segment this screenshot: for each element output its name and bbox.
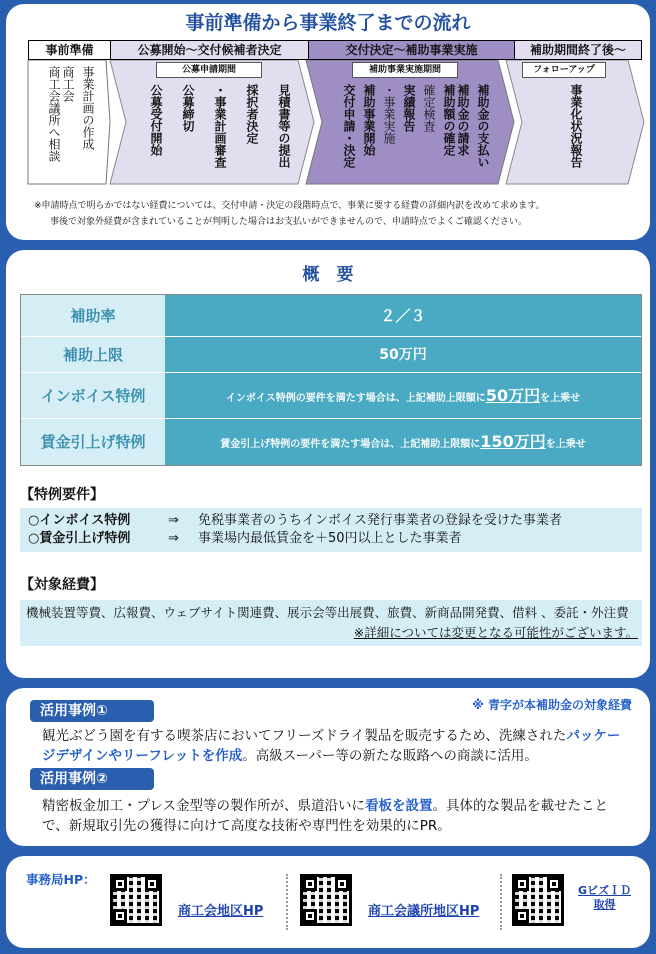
requirement-wage: ○賃金引上げ特例 ⇒ 事業場内最低賃金を＋50円以上とした事業者 [28, 531, 462, 546]
flow-header-row [28, 40, 642, 60]
qr-code-shokokaigisho [300, 874, 352, 926]
period-label-follow: フォローアップ [522, 62, 606, 78]
example-highlight-2: 看板を設置 [365, 798, 433, 814]
flow-note-2: 事後で対象外経費が含まれていることが判明した場合はお支払いができませんので、申請時点でよくご確認ください。 [50, 217, 527, 227]
row-label-limit: 補助上限 [21, 337, 165, 372]
footer-divider-1 [286, 874, 288, 930]
flow-header-prep: 事前準備 [29, 41, 111, 59]
table-row [21, 337, 641, 373]
expenses-text: 機械装置等費、広報費、ウェブサイト関連費、展示会等出展費、旅費、新商品開発費、借料 、委託・外注費 [26, 605, 629, 620]
examples-note: ※ 青字が本補助金の対象経費 [472, 698, 632, 712]
row-label-wage: 賃金引上げ特例 [21, 419, 165, 465]
period-label-jisshi: 補助事業実施期間 [352, 62, 458, 78]
example-highlight-1: パッケージデザインやリーフレットを作成 [42, 728, 621, 764]
step-jisshi-6: 補助事業開始 [362, 84, 376, 156]
period-label-koubo: 公募申請期間 [156, 62, 262, 78]
qr-code-gbizid [512, 874, 564, 926]
row-value-rate: ２／３ [165, 295, 641, 336]
examples-card [6, 688, 650, 846]
requirements-box [20, 508, 642, 552]
step-jisshi-2: 補助金の請求 補助額の確定 [442, 84, 470, 156]
flow-header-jisshi: 交付決定～補助事業実施 [309, 41, 515, 59]
step-follow-1: 事業化状況報告 [569, 84, 583, 168]
link-shokokaigisho-hp[interactable]: 商工会議所地区HP [368, 904, 480, 919]
expenses-box [20, 600, 642, 646]
step-koubo-3: ・事業計画審査 [213, 84, 227, 168]
step-jisshi-1: 補助金の支払い [476, 84, 490, 168]
flow-card [6, 4, 650, 240]
flow-steps-follow [526, 84, 626, 184]
flow-steps-koubo [132, 84, 308, 184]
flow-header-follow: 補助期間終了後～ [515, 41, 641, 59]
overview-title: 概 要 [302, 265, 354, 285]
step-jisshi-3: 確定検査 [422, 84, 436, 132]
example-tag-1: 活用事例① [30, 700, 154, 722]
step-prep-1: 事業計画の作成 [81, 66, 95, 150]
requirement-invoice: ○インボイス特例 ⇒ 免税事業者のうちインボイス発行事業者の登録を受けた事業者 [28, 513, 562, 528]
example-text-2: 精密板金加工・プレス金型等の製作所が、県道沿いに看板を設置。具体的な製品を載せたことで、新規取引先の獲得に向けて高度な技術や専門性を効果的にPR。 [42, 798, 609, 834]
qr-code-shokokai [110, 874, 162, 926]
row-value-invoice: インボイス特例の要件を満たす場合は、上記補助上限額に50万円を上乗せ [165, 373, 641, 418]
row-label-rate: 補助率 [21, 295, 165, 336]
step-jisshi-7: 交付申請・決定 [342, 84, 356, 168]
footer-divider-2 [500, 874, 502, 930]
link-shokokai-hp[interactable]: 商工会地区HP [178, 904, 264, 919]
step-koubo-4: 公募締切 [181, 84, 195, 132]
step-prep-2: 商工会 商工会議所へ相談 [47, 66, 75, 162]
step-koubo-1: 見積書等の提出 [277, 84, 291, 168]
overview-table [20, 294, 642, 466]
step-jisshi-4: 実績報告 [402, 84, 416, 132]
table-row [21, 295, 641, 337]
flow-title: 事前準備から事業終了までの流れ [185, 12, 471, 34]
step-koubo-2: 採択者決定 [245, 84, 259, 144]
step-koubo-5: 公募受付開始 [149, 84, 163, 156]
link-gbizid[interactable]: GビズＩＤ 取得 [578, 884, 632, 911]
invoice-amount: 50万円 [485, 386, 541, 405]
example-text-1: 観光ぶどう園を有する喫茶店においてフリーズドライ製品を販売するため、洗練されたパッケージデザインやリーフレットを作成。高級スーパー等の新たな販路への商談に活用。 [42, 728, 621, 764]
flow-header-koubo: 公募開始～交付候補者決定 [111, 41, 309, 59]
row-label-invoice: インボイス特例 [21, 373, 165, 418]
requirements-heading: 【特例要件】 [20, 487, 104, 503]
overview-card [6, 250, 650, 678]
footer-card [6, 856, 650, 948]
table-row [21, 373, 641, 419]
step-jisshi-5: ・事業実施 [382, 84, 396, 144]
row-value-wage: 賃金引上げ特例の要件を満たす場合は、上記補助上限額に150万円を上乗せ [165, 419, 641, 465]
flow-steps-jisshi [326, 84, 506, 184]
example-tag-2: 活用事例② [30, 768, 154, 790]
footer-label: 事務局HP： [26, 872, 96, 887]
flow-note-1: ※申請時点で明らかではない経費については、交付申請・決定の段階時点で、事業に要する経費の詳細内訳を改めて求めます。 [34, 201, 545, 211]
row-value-limit: 50万円 [165, 337, 641, 372]
wage-amount: 150万円 [480, 432, 546, 451]
table-row [21, 419, 641, 465]
expenses-note: ※詳細については変更となる可能性がございます。 [353, 625, 638, 640]
expenses-heading: 【対象経費】 [20, 577, 104, 593]
flow-steps-prep [34, 66, 108, 186]
